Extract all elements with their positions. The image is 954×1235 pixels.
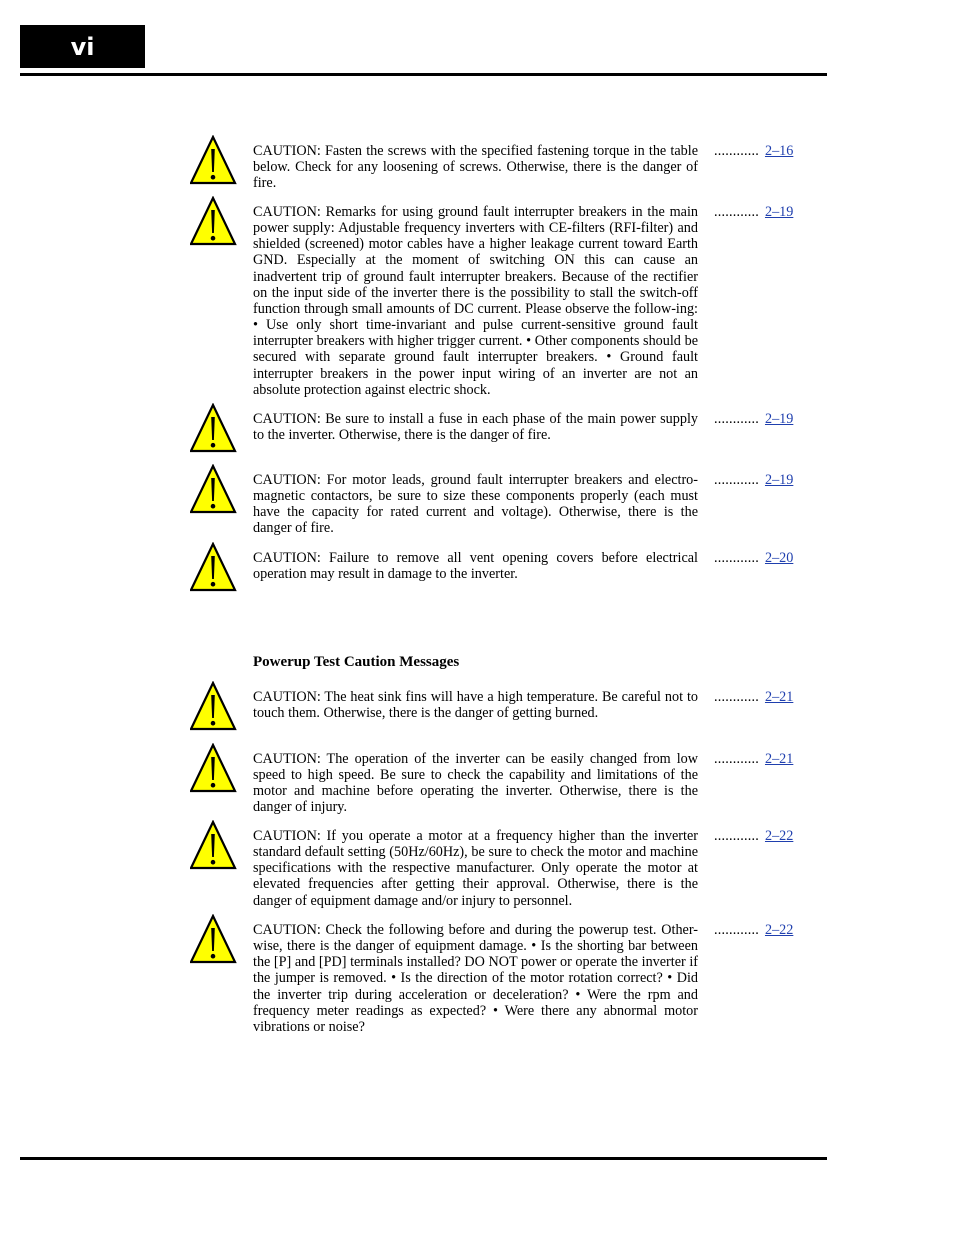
warning-triangle-icon	[190, 914, 238, 964]
page-reference	[714, 689, 793, 705]
page-reference-link[interactable]: 2–21	[764, 751, 794, 767]
page-reference-link[interactable]: 2–22	[764, 828, 794, 844]
warning-triangle-icon	[190, 542, 238, 592]
leader-dots: ............	[714, 204, 759, 220]
leader-dots: ............	[714, 550, 759, 566]
page-reference	[714, 828, 793, 844]
page-reference	[714, 751, 793, 767]
page-reference-link[interactable]: 2–21	[764, 689, 794, 705]
footer-rule	[20, 1157, 827, 1160]
page-reference-link[interactable]: 2–22	[764, 922, 794, 938]
page-reference	[714, 550, 793, 566]
page-reference-link[interactable]: 2–19	[764, 204, 794, 220]
header-rule	[20, 73, 827, 76]
page-reference	[714, 472, 793, 488]
leader-dots: ............	[714, 751, 759, 767]
section-heading: Powerup Test Caution Messages	[253, 654, 460, 670]
caution-text: CAUTION: Fasten the screws with the specified fastening torque in the table below. Check for any loosening of screws. Otherwise, there is the danger of fire.	[253, 143, 698, 192]
warning-triangle-icon	[190, 681, 238, 731]
page-reference-link[interactable]: 2–19	[764, 472, 794, 488]
page-reference	[714, 411, 793, 427]
leader-dots: ............	[714, 472, 759, 488]
warning-triangle-icon	[190, 196, 238, 246]
page-number-tab: vi	[20, 25, 145, 68]
caution-text: CAUTION: If you operate a motor at a frequency higher than the inverter standard default setting (50Hz/60Hz), be sure to check the motor and machine specifications with the respective manufacturer. Only operate the motor at elevated frequencies after getting their approval. Otherwise, there is the danger of equipment damage and/or injury to personnel.	[253, 828, 698, 909]
warning-triangle-icon	[190, 464, 238, 514]
caution-text: CAUTION: Failure to remove all vent opening covers before electrical operation may result in damage to the inverter.	[253, 550, 698, 583]
page-reference-link[interactable]: 2–16	[764, 143, 794, 159]
warning-triangle-icon	[190, 135, 238, 185]
page-reference	[714, 922, 793, 938]
warning-triangle-icon	[190, 403, 238, 453]
leader-dots: ............	[714, 689, 759, 705]
caution-text: CAUTION: The operation of the inverter can be easily changed from low speed to high speed. Be sure to check the capability and limitations of the motor and machine before operating the inverter. Otherwise, there is the danger of injury.	[253, 751, 698, 816]
leader-dots: ............	[714, 828, 759, 844]
warning-triangle-icon	[190, 820, 238, 870]
caution-text: CAUTION: The heat sink fins will have a high temperature. Be careful not to touch them. Otherwise, there is the danger of getting burned.	[253, 689, 698, 722]
caution-text: CAUTION: Be sure to install a fuse in each phase of the main power supply to the inverter. Otherwise, there is the danger of fire.	[253, 411, 698, 444]
leader-dots: ............	[714, 143, 759, 159]
caution-text: CAUTION: For motor leads, ground fault interrupter breakers and electro-magnetic contactors, be sure to size these components properly (each must have the capacity for rated current and voltage). Otherwise, there is the danger of fire.	[253, 472, 698, 537]
leader-dots: ............	[714, 411, 759, 427]
warning-triangle-icon	[190, 743, 238, 793]
page-reference	[714, 204, 793, 220]
page-reference-link[interactable]: 2–19	[764, 411, 794, 427]
caution-text: CAUTION: Remarks for using ground fault interrupter breakers in the main power supply: Adjustable frequency inverters with CE-filters (RFI-filter) and shielded (screened) motor cables have a higher leakage current toward Earth GND. Especially at the moment of switching ON this can cause an inadvertent trip of ground fault interrupter breakers. Because of the rectifier on the input side of the inverter there is the possibility to stall the switch-off function through small amounts of DC current. Please observe the follow-ing: • Use only short time-invariant and pulse current-sensitive ground fault interrupter breakers with higher trigger current. • Other components should be secured with separate ground fault interrupter breakers. • Ground fault interrupter breakers in the power input wiring of an inverter are not an absolute protection against electric shock.	[253, 204, 698, 398]
page-reference	[714, 143, 793, 159]
caution-text: CAUTION: Check the following before and during the powerup test. Other-wise, there is the danger of equipment damage. • Is the shorting bar between the [P] and [PD] terminals installed? DO NOT power or operate the inverter if the jumper is removed. • Is the direction of the motor rotation correct? • Did the inverter trip during acceleration or deceleration? • Were the rpm and frequency meter readings as expected? • Were there any abnormal motor vibrations or noise?	[253, 922, 698, 1035]
leader-dots: ............	[714, 922, 759, 938]
page-reference-link[interactable]: 2–20	[764, 550, 794, 566]
